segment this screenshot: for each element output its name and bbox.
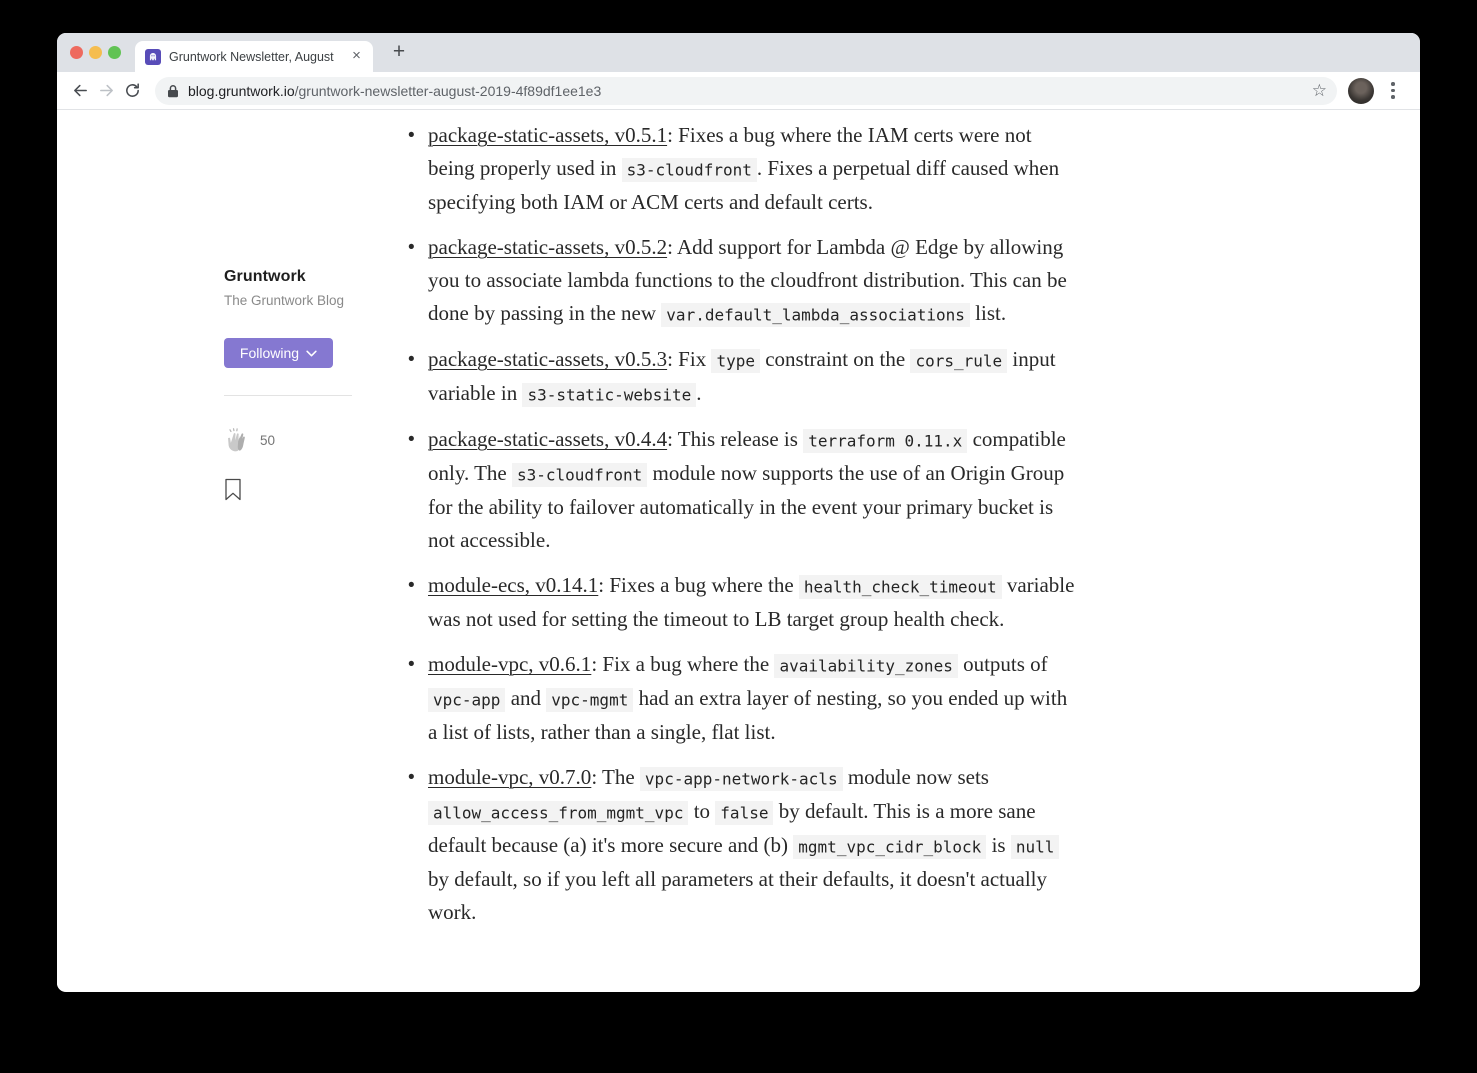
inline-code: vpc-app-network-acls [640,767,843,791]
publication-tagline: The Gruntwork Blog [224,293,345,308]
inline-code: s3-static-website [522,383,696,407]
inline-code: s3-cloudfront [512,463,647,487]
inline-code: type [711,349,760,373]
inline-code: s3-cloudfront [622,158,757,182]
text-run: : Fix [667,347,712,371]
inline-code: vpc-mgmt [546,688,633,712]
article-body [408,119,1080,941]
secure-lock-icon[interactable] [167,84,179,98]
page-content [57,110,1420,991]
clap-count: 50 [260,433,276,448]
publication-sidebar [224,268,354,506]
text-run: and [505,686,547,710]
text-run: is [986,833,1011,857]
inline-code: mgmt_vpc_cidr_block [793,835,986,859]
text-run: : Fix a bug where the [591,652,775,676]
browser-window [57,33,1420,992]
browser-toolbar [57,72,1420,110]
text-run: to [688,799,716,823]
inline-code: health_check_timeout [799,575,1002,599]
tab-close-icon[interactable]: × [352,47,361,64]
inline-code: terraform 0.11.x [803,429,967,453]
text-run: constraint on the [759,347,911,371]
url-text [188,83,1312,99]
forward-icon[interactable] [93,78,119,104]
zoom-window-button[interactable] [108,46,121,59]
back-icon[interactable] [67,78,93,104]
bookmark-star-icon[interactable]: ☆ [1311,81,1327,100]
chrome-menu-icon[interactable] [1380,78,1406,104]
tab-strip [57,33,1420,72]
chevron-down-icon [306,350,317,357]
release-link[interactable]: package-static-assets, v0.4.4 [428,427,668,451]
release-link[interactable]: package-static-assets, v0.5.2 [428,235,668,259]
text-run: had an extra layer of nesting, so you ended up with a list of lists, rather than a single, flat list. [428,686,1068,744]
inline-code: null [1011,835,1060,859]
bookmark-icon[interactable] [224,478,242,501]
url-path: /gruntwork-newsletter-august-2019-4f89df1ee1e3 [294,82,602,99]
profile-avatar[interactable] [1348,78,1374,104]
text-run: outputs of [957,652,1048,676]
text-run: list. [969,301,1007,325]
text-run: variable was not used for setting the timeout to LB target group health check. [428,573,1075,631]
release-item [408,231,1080,331]
browser-tab[interactable] [135,41,373,72]
sidebar-divider [224,395,352,396]
text-run: module now supports the use of an Origin Group for the ability to failover automatically in the event your primary bucket is not accessible. [428,461,1065,552]
url-domain: blog.gruntwork.io [188,82,295,99]
reload-icon[interactable] [119,78,145,104]
tab-title: Gruntwork Newsletter, August [169,49,334,64]
text-run: by default, so if you left all parameters at their defaults, it doesn't actually work. [428,867,1047,924]
release-link[interactable]: module-vpc, v0.6.1 [428,652,592,676]
following-button-label: Following [239,345,300,361]
text-run: : This release is [667,427,804,451]
release-list [408,119,1080,929]
release-item [408,423,1080,557]
text-run: compatible only. The [428,427,1066,485]
text-run: by default. This is a more sane default because (a) it's more secure and (b) [428,799,1036,857]
minimize-window-button[interactable] [89,46,102,59]
clap-icon[interactable] [224,427,251,454]
new-tab-button[interactable]: + [392,40,406,63]
release-link[interactable]: package-static-assets, v0.5.3 [428,347,668,371]
release-item [408,761,1080,929]
release-item [408,343,1080,411]
following-button[interactable] [224,338,333,368]
text-run: input variable in [428,347,1056,405]
text-run: module now sets [842,765,989,789]
release-item [408,119,1080,219]
inline-code: vpc-app [428,688,505,712]
text-run: : The [591,765,640,789]
inline-code: availability_zones [774,654,957,678]
close-window-button[interactable] [70,46,83,59]
text-run: : Fixes a bug where the [598,573,799,597]
inline-code: allow_access_from_mgmt_vpc [428,801,688,825]
release-link[interactable]: package-static-assets, v0.5.1 [428,123,668,147]
release-link[interactable]: module-ecs, v0.14.1 [428,573,599,597]
publication-name: Gruntwork [224,268,306,285]
text-run: : Fixes a bug where the IAM certs were not being properly used in [428,123,1032,180]
inline-code: false [715,801,773,825]
inline-code: var.default_lambda_associations [661,303,970,327]
release-link[interactable]: module-vpc, v0.7.0 [428,765,592,789]
text-run: . [696,381,702,405]
inline-code: cors_rule [910,349,1007,373]
release-item [408,569,1080,636]
gruntwork-favicon-icon [145,49,161,65]
text-run: : Add support for Lambda @ Edge by allowing you to associate lambda functions to the cloudfront distribution. This can be done by passing in the new [428,235,1067,325]
release-item [408,648,1080,749]
url-bar[interactable] [155,77,1337,105]
text-run: . Fixes a perpetual diff caused when specifying both IAM or ACM certs and default certs. [428,156,1060,214]
